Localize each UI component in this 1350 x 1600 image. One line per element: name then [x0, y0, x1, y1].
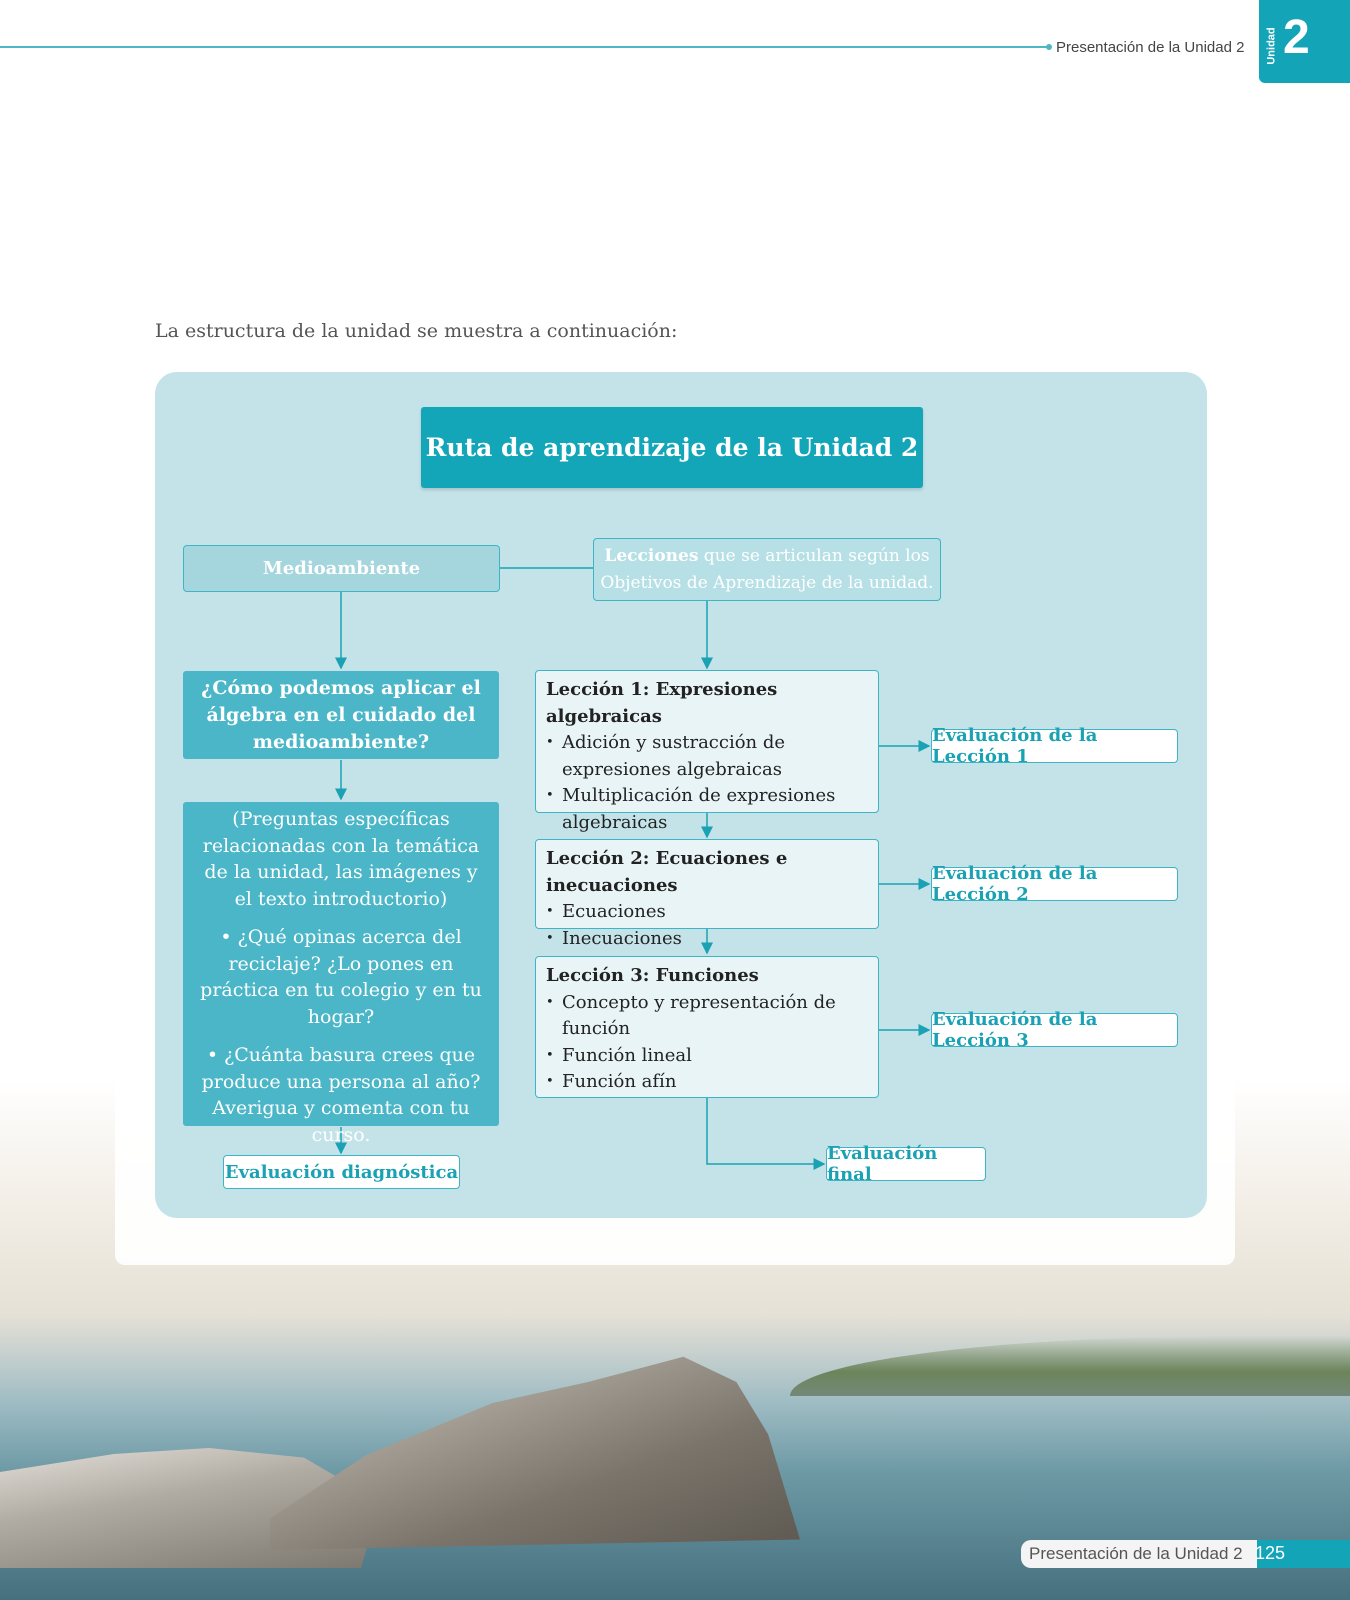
intro-text: La estructura de la unidad se muestra a continuación:	[155, 320, 678, 342]
footer-running-title: Presentación de la Unidad 2	[1021, 1540, 1257, 1568]
lesson-2-item: • Inecuaciones	[546, 926, 868, 953]
lesson-1-title: Lección 1: Expresiones algebraicas	[546, 679, 778, 727]
lesson-1-item: • Multiplicación de expresiones algebraicas	[546, 783, 868, 836]
lesson-1-box	[535, 670, 879, 833]
lessons-description-line-1	[604, 543, 929, 570]
header-running-title: Presentación de la Unidad 2	[1056, 39, 1245, 56]
diagram-title: Ruta de aprendizaje de la Unidad 2	[421, 407, 923, 488]
lesson-2-title: Lección 2: Ecuaciones e inecuaciones	[546, 848, 788, 896]
page-number: 125	[1255, 1543, 1286, 1563]
final-evaluation-box: Evaluación final	[826, 1147, 986, 1181]
header-rule-dot	[1046, 44, 1052, 50]
specific-questions-box	[183, 802, 499, 1146]
lesson-1-evaluation-box: Evaluación de la Lección 1	[931, 729, 1178, 763]
specific-question-2: • ¿Cuánta basura crees que produce una persona al año? Averigua y comenta con tu curso.	[201, 1044, 481, 1146]
guiding-question-text: ¿Cómo podemos aplicar el álgebra en el cuidado del medioambiente?	[201, 676, 481, 753]
lesson-3-item: • Concepto y representación de función	[546, 990, 868, 1043]
lesson-2-item: • Ecuaciones	[546, 899, 868, 926]
lessons-description-box	[593, 538, 941, 601]
lesson-3-box	[535, 956, 879, 1098]
lessons-description-line-2: Objetivos de Aprendizaje de la unidad.	[600, 572, 934, 593]
lesson-2-box	[535, 839, 879, 949]
specific-questions-intro: (Preguntas específicas relacionadas con la temática de la unidad, las imágenes y el texto introductorio)	[202, 808, 480, 910]
diagnostic-evaluation-box: Evaluación diagnóstica	[223, 1155, 460, 1189]
unit-tab	[1259, 0, 1350, 83]
specific-question-1: • ¿Qué opinas acerca del reciclaje? ¿Lo pones en práctica en tu colegio y en tu hogar?	[200, 926, 482, 1028]
theme-box: Medioambiente	[183, 545, 500, 592]
lesson-1-item: • Adición y sustracción de expresiones algebraicas	[546, 730, 868, 783]
lessons-description-rest: que se articulan según los	[698, 545, 930, 566]
lesson-3-title: Lección 3: Funciones	[546, 965, 759, 986]
lesson-3-evaluation-box: Evaluación de la Lección 3	[931, 1013, 1178, 1047]
lesson-2-evaluation-box: Evaluación de la Lección 2	[931, 867, 1178, 901]
lesson-3-item: • Función afín	[546, 1069, 868, 1096]
unit-number: 2	[1283, 11, 1310, 64]
lessons-keyword: Lecciones	[604, 545, 699, 566]
guiding-question-box	[183, 671, 499, 759]
header-rule	[0, 46, 1050, 48]
unit-tab-label: Unidad	[1265, 27, 1278, 65]
lesson-3-item: • Función lineal	[546, 1043, 868, 1070]
